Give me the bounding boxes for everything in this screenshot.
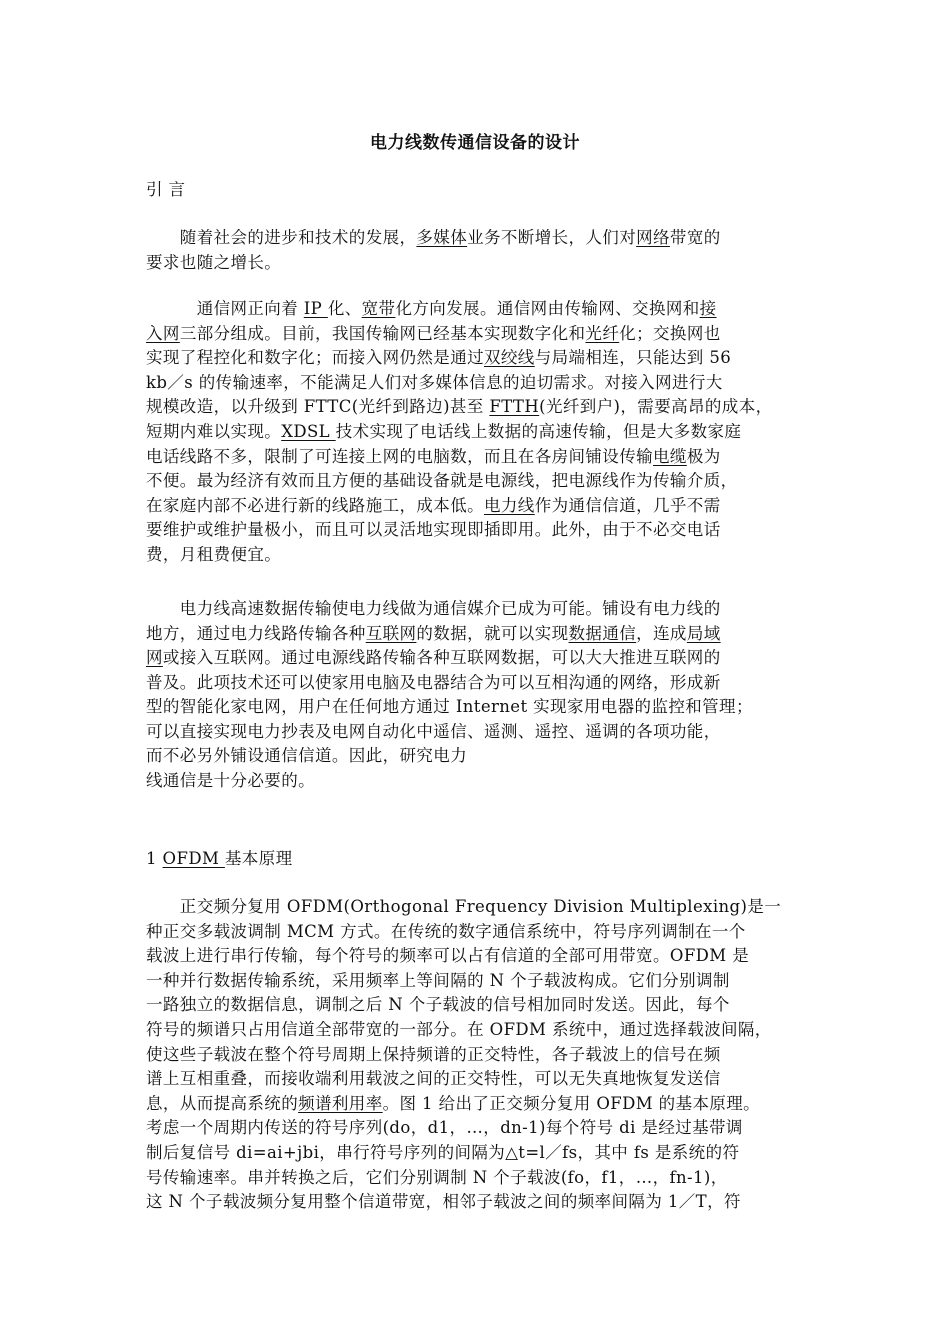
text-line (146, 1190, 741, 1214)
text-line (146, 671, 721, 695)
text-line (146, 895, 781, 919)
text-line (146, 847, 293, 871)
text-run: 息，从而提高系统的 (146, 1093, 299, 1113)
text-line (146, 445, 721, 469)
text-line (146, 226, 721, 250)
text-line (146, 420, 741, 444)
text-run: 谱上互相重叠，而接收端利用载波之间的正交特性，可以无失真地恢复发送信 (146, 1069, 721, 1089)
hyperlink-term[interactable]: 数据通信 (568, 623, 637, 643)
text-run: 正交频分复用 OFDM(Orthogonal Frequency Division Multiplexing)是一 (146, 897, 782, 916)
text-line (146, 720, 721, 744)
text-line (146, 1141, 739, 1165)
document-title: 电力线数传通信设备的设计 (370, 133, 580, 153)
text-line (146, 322, 721, 346)
text-line (146, 1116, 743, 1140)
text-run: 通信网正向着 (146, 299, 304, 318)
text-run: 化；交换网也 (619, 323, 721, 343)
text-line (146, 1018, 772, 1042)
text-run: ，连成 (636, 623, 687, 643)
text-run: 极为 (686, 446, 721, 466)
hyperlink-term[interactable]: 接 (699, 299, 717, 318)
text-run: 普及。此项技术还可以使家用电脑及电器结合为可以互相沟通的网络，形成新 (146, 672, 721, 692)
text-run: kb／s 的传输速率，不能满足人们对多媒体信息的迫切需求。对接入网进行大 (146, 372, 723, 392)
text-run: 实现了程控化和数字化；而接入网仍然是通过 (146, 348, 484, 368)
hyperlink-term[interactable]: 局域 (686, 623, 721, 643)
hyperlink-term[interactable]: 电力线 (484, 495, 535, 515)
text-line (146, 346, 731, 370)
text-line (146, 646, 721, 670)
text-run: 短期内难以实现。 (146, 422, 282, 441)
section-heading-intro: 引 言 (146, 180, 186, 199)
text-run: 制后复信号 di=ai+jbi，串行符号序列的间隔为△t=l／fs，其中 fs 是系统的符 (146, 1143, 740, 1162)
text-run: 。图 1 给出了正交频分复用 OFDM 的基本原理。 (382, 1093, 761, 1113)
hyperlink-term[interactable]: XDSL (281, 422, 336, 441)
text-run: 业务不断增长，人们对 (467, 228, 637, 247)
text-run: 要维护或维护量极小，而且可以灵活地实现即插即用。此外，由于不必交电话 (146, 520, 721, 540)
text-run: 规模改造，以升级到 FTTC(光纤到路边)甚至 (146, 397, 490, 417)
text-line (146, 920, 746, 944)
text-run: 考虑一个周期内传送的符号序列(do，d1，…，dn-1)每个符号 di 是经过基带调 (146, 1118, 743, 1138)
text-run: 与局端相连，只能达到 56 (534, 348, 732, 368)
text-run: 种正交多载波调制 MCM 方式。在传统的数字通信系统中，符号序列调制在一个 (146, 921, 746, 941)
text-run: 载波上进行串行传输，每个符号的频率可以占有信道的全部可用带宽。OFDM 是 (146, 946, 750, 966)
text-line (146, 395, 773, 419)
hyperlink-term[interactable]: 网络 (636, 228, 670, 247)
text-line (146, 993, 730, 1017)
text-run: 作为通信信道，几乎不需 (534, 495, 721, 515)
hyperlink-term[interactable]: 多媒体 (416, 228, 468, 247)
text-run: 三部分组成。目前，我国传输网已经基本实现数字化和 (179, 323, 586, 343)
text-line (146, 944, 749, 968)
text-line (146, 518, 721, 542)
text-run: 技术实现了电话线上数据的高速传输，但是大多数家庭 (335, 422, 742, 441)
text-line (146, 297, 717, 321)
text-line (146, 969, 730, 993)
text-line (146, 769, 315, 793)
text-run: 号传输速率。串并转换之后，它们分别调制 N 个子载波(fo，f1，…，fn-1)， (146, 1167, 728, 1187)
hyperlink-term[interactable]: 网 (146, 648, 163, 667)
text-line (146, 597, 721, 621)
text-line (146, 1166, 728, 1190)
hyperlink-term[interactable]: 入网 (146, 323, 180, 343)
text-run: (光纤到户)，需要高昂的成本， (539, 397, 773, 417)
text-run: 要求也随之增长。 (146, 252, 282, 272)
text-run: 符号的频谱只占用信道全部带宽的一部分。在 OFDM 系统中，通过选择载波间隔， (146, 1020, 772, 1039)
text-line (146, 1092, 760, 1116)
hyperlink-term[interactable]: 互联网 (365, 623, 417, 643)
hyperlink-term[interactable]: FTTH (489, 397, 540, 417)
text-line (146, 371, 723, 395)
text-line (146, 622, 721, 646)
text-run: 化、 (327, 299, 362, 318)
text-run: 随着社会的进步和技术的发展， (146, 228, 417, 247)
text-run: 化方向发展。通信网由传输网、交换网和 (395, 299, 700, 318)
text-run: 基本原理 (224, 849, 293, 868)
hyperlink-term[interactable]: 频谱利用率 (298, 1093, 383, 1113)
text-line (146, 494, 721, 518)
text-line (146, 1067, 721, 1091)
text-run: 型的智能化家电网，用户在任何地方通过 Internet 实现家用电器的监控和管理； (146, 697, 753, 716)
text-run: 电力线高速数据传输使电力线做为通信媒介已成为可能。铺设有电力线的 (146, 599, 721, 618)
text-run: 可以直接实现电力抄表及电网自动化中遥信、遥测、遥控、遥调的各项功能， (146, 721, 721, 741)
text-run: 这 N 个子载波频分复用整个信道带宽，相邻子载波之间的频率间隔为 1／T，符 (146, 1192, 741, 1212)
text-line (146, 1043, 721, 1067)
text-run: 而不必另外铺设通信信道。因此，研究电力 (146, 746, 468, 765)
hyperlink-term[interactable]: OFDM (162, 849, 225, 868)
text-run: 电话线路不多，限制了可连接上网的电脑数，而且在各房间铺设传输 (146, 446, 653, 466)
hyperlink-term[interactable]: 双绞线 (484, 348, 535, 368)
text-run: 费，月租费便宜。 (146, 545, 282, 564)
text-run: 带宽的 (669, 228, 721, 247)
text-line (146, 744, 467, 768)
hyperlink-term[interactable]: 电缆 (653, 446, 687, 466)
text-run: 一种并行数据传输系统，采用频率上等间隔的 N 个子载波构成。它们分别调制 (146, 970, 730, 990)
text-run: 1 (146, 849, 163, 868)
text-run: 在家庭内部不必进行新的线路施工，成本低。 (146, 495, 484, 515)
text-line (146, 251, 281, 275)
text-run: 的数据，就可以实现 (416, 623, 569, 643)
text-run: 一路独立的数据信息，调制之后 N 个子载波的信号相加同时发送。因此，每个 (146, 995, 730, 1015)
text-run: 线通信是十分必要的。 (146, 770, 315, 790)
text-line (146, 469, 738, 493)
text-line (146, 543, 281, 567)
text-run: 或接入互联网。通过电源线路传输各种互联网数据，可以大大推进互联网的 (162, 648, 721, 667)
hyperlink-term[interactable]: 宽带 (361, 299, 396, 318)
hyperlink-term[interactable]: IP (303, 299, 328, 318)
text-run: 使这些子载波在整个符号周期上保持频谱的正交特性，各子载波上的信号在频 (146, 1044, 721, 1064)
text-run: 地方，通过电力线路传输各种 (146, 623, 366, 643)
text-line (146, 695, 753, 719)
text-run: 不便。最为经济有效而且方便的基础设备就是电源线，把电源线作为传输介质， (146, 471, 738, 491)
hyperlink-term[interactable]: 光纤 (585, 323, 620, 343)
